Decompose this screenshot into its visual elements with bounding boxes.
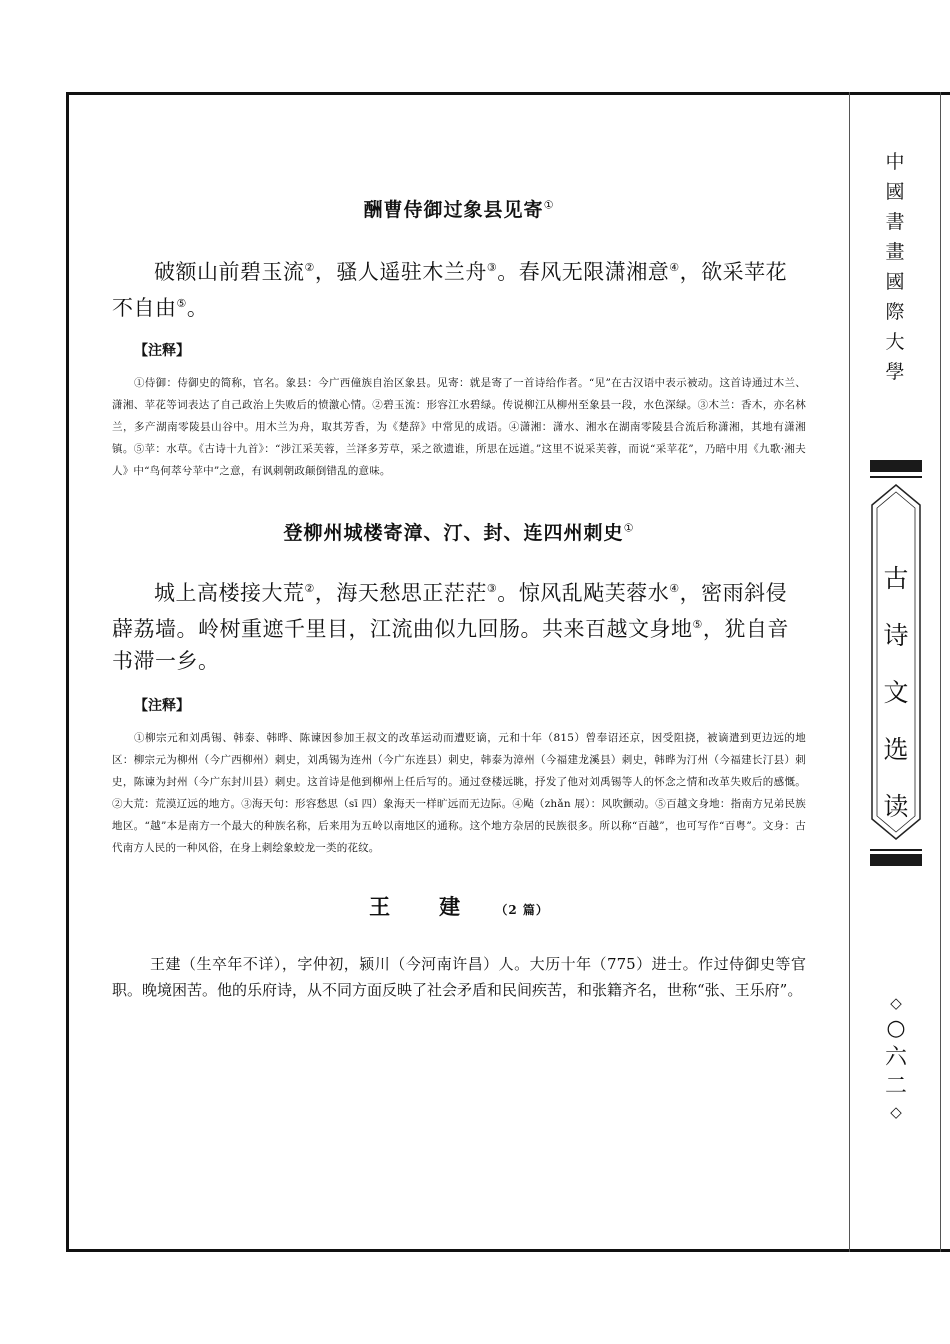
press-name-char: 中: [885, 151, 905, 173]
notes-text-2: ①柳宗元和刘禹锡、韩泰、韩晔、陈谏因参加王叔文的改革运动而遭贬谪，元和十年（815）曾奉诏还京，因受阻挠，被谪遣到更边远的地区：柳宗元为柳州（今广西柳州）刺史，刘禹锡为连州（今广东连县）刺史，韩泰为漳州（今福建龙溪县）刺史，韩晔为汀州（今福建长汀县）刺史，陈谏为封州（今广东封川县）刺史。这首诗是他到柳州上任后写的。通过登楼远眺，抒发了他对刘禹锡等人的怀念之情和改革失败后的感慨。②大荒：荒漠辽远的地方。③海天句：形容愁思（sī 四）象海天一样旷远而无边际。④飐（zhǎn 展）：风吹颤动。⑤百越文身地：指南方兄弟民族地区。“越”本是南方一个最大的种族名称，后来用为五岭以南地区的通称。这个地方杂居的民族很多。所以称“百越”，也可写作“百粤”。文身：古代南方人民的一种风俗，在身上刺绘象蛟龙一类的花纹。: [112, 732, 806, 854]
press-name-char: 畫: [885, 241, 905, 263]
page-number-char: 六: [884, 1045, 907, 1070]
author-name: 王 建: [369, 894, 475, 919]
poem-title-1: 酬曹侍御过象县见寄①: [363, 198, 555, 221]
book-title: [850, 550, 942, 835]
author-heading: [112, 891, 806, 921]
press-name-char: 際: [885, 301, 905, 323]
poem-text-2: 城上高楼接大荒②，海天愁思正茫茫③。惊风乱飐芙蓉水④，密雨斜侵薜荔墙。岭树重遮千里目，江流曲似九回肠。共来百越文身地⑤，犹自音书滞一乡。: [112, 581, 789, 673]
page-number-diamond: ◇: [890, 994, 902, 1012]
poem-title-2: 登柳州城楼寄漳、汀、封、连四州刺史①: [283, 521, 635, 544]
band-bottom-thin: [870, 849, 922, 851]
author-poem-count: （2 篇）: [495, 903, 549, 917]
notes-heading-2: 【注释】: [134, 698, 190, 714]
page-number-char: ○: [886, 1016, 906, 1041]
press-name: [850, 147, 940, 387]
sidebar: [850, 92, 940, 1252]
band-bottom: [870, 854, 922, 866]
book-title-char: 诗: [883, 621, 909, 650]
book-title-char: 古: [883, 564, 909, 593]
press-name-char: 學: [885, 361, 905, 383]
book-title-char: 读: [883, 792, 909, 821]
book-title-char: 文: [883, 678, 909, 707]
press-name-char: 國: [885, 181, 905, 203]
page-content: [112, 195, 806, 1003]
band-top: [870, 460, 922, 472]
notes-text-1: ①侍御：侍御史的简称，官名。象县：今广西僮族自治区象县。见寄：就是寄了一首诗给作者。“见”在古汉语中表示被动。这首诗通过木兰、潇湘、苹花等词表达了自己政治上失败后的愤激心情。②碧玉流：形容江水碧绿。传说柳江从柳州至象县一段，水色深绿。③木兰：香木，亦名林兰，多产湖南零陵县山谷中。用木兰为舟，取其芳香，为《楚辞》中常见的成语。④潇湘：潇水、湘水在湖南零陵县合流后称潇湘，其地有潇湘镇。⑤苹：水草。《古诗十九首》：“涉江采芙蓉，兰泽多芳草，采之欲遗谁，所思在远道。”这里不说采芙蓉，而说“采苹花”，乃暗中用《九歌·湘夫人》中“鸟何萃兮苹中”之意，有讽刺朝政颠倒错乱的意味。: [112, 377, 806, 477]
press-name-char: 大: [885, 331, 905, 353]
press-name-char: 書: [885, 211, 905, 233]
notes-heading-1: 【注释】: [134, 343, 190, 359]
author-bio: 王建（生卒年不详），字仲初，颍川（今河南许昌）人。大历十年（775）进士。作过侍御史等官职。晚境困苦。他的乐府诗，从不同方面反映了社会矛盾和民间疾苦，和张籍齐名，世称“张、王乐府”。: [112, 955, 806, 999]
book-title-char: 选: [883, 735, 909, 764]
page-number-diamond: ◇: [890, 1103, 902, 1121]
page-number-char: 二: [884, 1074, 907, 1099]
poem-text-1: 破额山前碧玉流②，骚人遥驻木兰舟③。春风无限潇湘意④，欲采苹花不自由⑤。: [112, 260, 788, 320]
press-name-char: 國: [885, 271, 905, 293]
page-number: [850, 992, 942, 1123]
